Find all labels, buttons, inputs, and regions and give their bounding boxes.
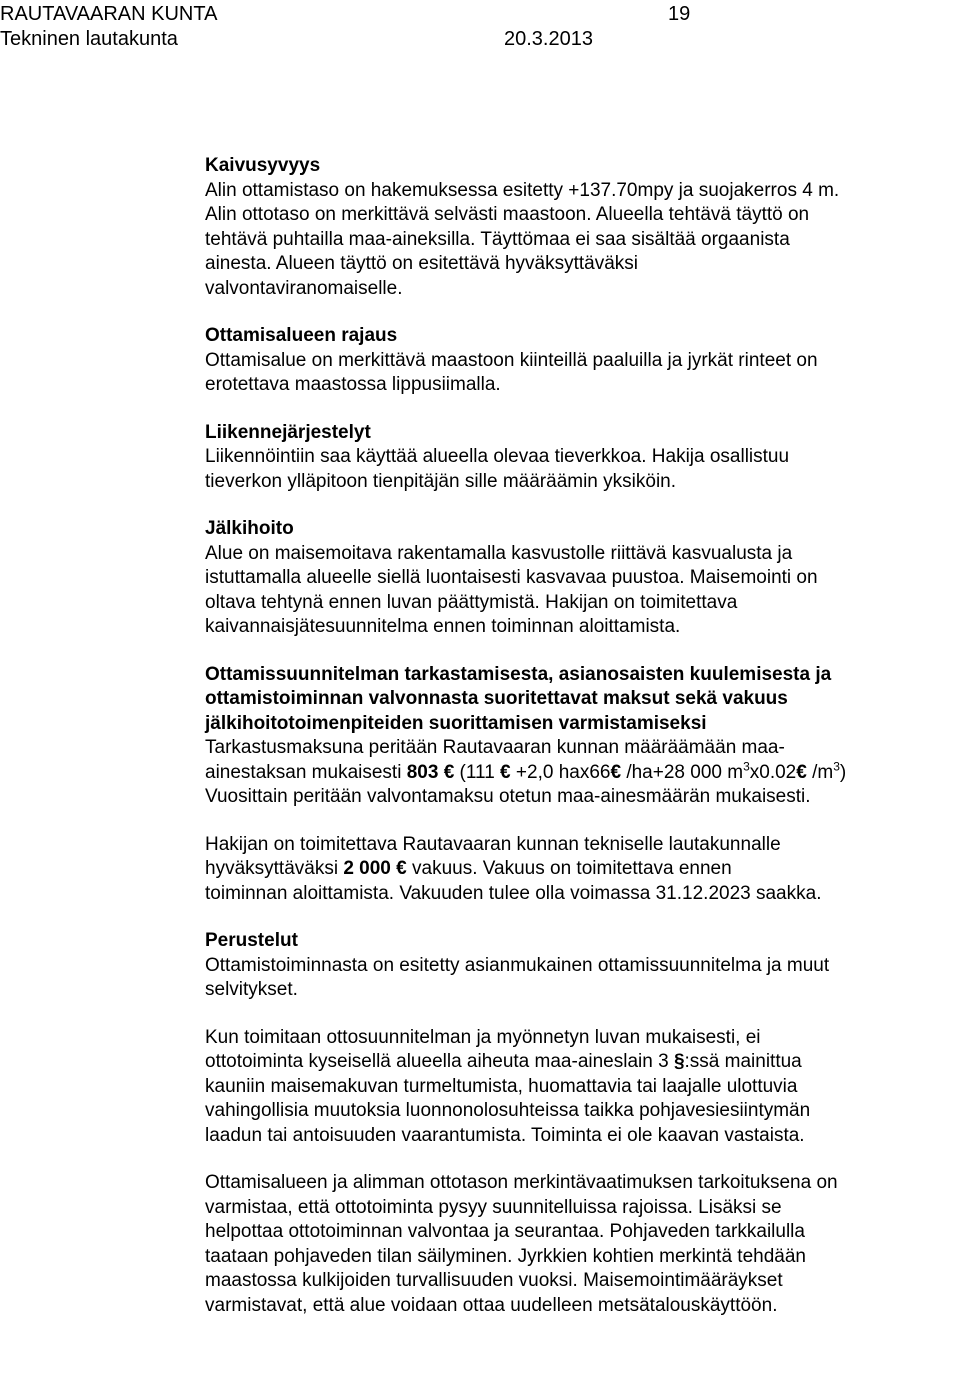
body-line: Ottamisalueen ja alimman ottotason merkintävaatimuksen tarkoituksena on	[205, 1172, 838, 1193]
body-line: Alue on maisemoitava rakentamalla kasvustolle riittävä kasvualusta ja	[205, 542, 793, 564]
section-rajaus	[205, 324, 955, 398]
section-kaivusyvyys	[205, 154, 955, 301]
body-line: Alin ottamistaso on hakemuksessa esitetty +137.70mpy ja suojakerros 4 m.	[205, 179, 840, 201]
euro-icon: €	[796, 761, 807, 783]
body-text: ottotoiminta kyseisellä alueella aiheuta maa-aineslain 3	[205, 1051, 674, 1072]
guarantee-amount: 2 000	[343, 858, 391, 879]
body-line: laadun tai antoisuuden vaarantumista. Toiminta ei ole kaavan vastaista.	[205, 1124, 805, 1146]
section-heading-line: Ottamissuunnitelman tarkastamisesta, asianosaisten kuulemisesta ja	[205, 663, 832, 685]
guarantee-text: hyväksyttäväksi	[205, 858, 344, 879]
section-kun-toimitaan	[205, 1026, 955, 1149]
body-line: taataan pohjaveden tilan säilyminen. Jyrkkien kohtien merkintä tehdään	[205, 1245, 806, 1267]
document-body	[205, 154, 955, 1341]
body-line: selvitykset.	[205, 979, 298, 1000]
meeting-date: 20.3.2013	[504, 28, 593, 50]
body-line: tehtävä puhtailla maa-aineksilla. Täyttömaa ei saa sisältää orgaanista	[205, 228, 790, 250]
committee-name: Tekninen lautakunta	[0, 28, 178, 50]
fee-amount: 803	[406, 761, 439, 783]
body-line: varmistavat, että alue voidaan ottaa uudelleen metsätalouskäyttöön.	[205, 1294, 778, 1316]
body-line: kaivannaisjätesuunnitelma ennen toiminnan aloittamista.	[205, 616, 681, 637]
fee-text: )	[839, 761, 847, 783]
guarantee-text: vakuus. Vakuus on toimitettava ennen	[406, 858, 732, 879]
superscript: 3	[833, 759, 840, 774]
section-heading-line: ottamistoiminnan valvonnasta suoritettavat maksut sekä vakuus	[205, 688, 788, 709]
body-line: Hakijan on toimitettava Rautavaaran kunnan tekniselle lautakunnalle	[205, 833, 781, 855]
euro-icon: €	[443, 761, 455, 783]
body-line: Liikennöintiin saa käyttää alueella olevaa tieverkkoa. Hakija osallistuu	[205, 446, 790, 467]
body-line: Tarkastusmaksuna peritään Rautavaaran kunnan määräämään maa-	[205, 737, 785, 758]
body-line: toiminnan aloittamista. Vakuuden tulee olla voimassa 31.12.2023 saakka.	[205, 882, 822, 904]
section-jalkihoito	[205, 517, 955, 640]
body-line: helpottaa ottotoiminnan valvontaa ja seurantaa. Pohjaveden tarkkailulla	[205, 1221, 805, 1242]
fee-text: ainestaksan mukaisesti	[205, 761, 407, 783]
section-merkinta	[205, 1171, 955, 1318]
body-line	[205, 1050, 955, 1075]
guarantee-line	[205, 857, 955, 882]
body-line: kauniin maisemakuvan turmeltumista, huomattavia tai laajalle ulottuvia	[205, 1075, 798, 1097]
body-line: Ottamistoiminnasta on esitetty asianmukainen ottamissuunnitelma ja muut	[205, 954, 830, 976]
body-line: ainesta. Alueen täyttö on esitettävä hyväksyttäväksi	[205, 253, 639, 274]
body-line: Vuosittain peritään valvontamaksu otetun maa-ainesmäärän mukaisesti.	[205, 786, 811, 807]
fee-text: x0.02	[749, 761, 797, 783]
section-heading: Liikennejärjestelyt	[205, 421, 371, 443]
municipality-name: RAUTAVAARAN KUNTA	[0, 3, 218, 25]
euro-icon: €	[610, 761, 622, 783]
body-line: vahingollisia muutoksia luonnonolosuhteissa taikka pohjavesiesiintymän	[205, 1100, 811, 1121]
euro-icon: €	[396, 858, 407, 879]
fee-text: /ha+28 000 m	[621, 761, 744, 783]
section-heading-line: jälkihoitotoimenpiteiden suorittamisen varmistamiseksi	[205, 712, 707, 734]
body-line: Kun toimitaan ottosuunnitelman ja myönnetyn luvan mukaisesti, ei	[205, 1026, 761, 1048]
section-sign-icon: §	[673, 1051, 685, 1072]
body-line: oltava tehtynä ennen luvan päättymistä. Hakijan on toimitettava	[205, 591, 738, 613]
section-liikenne	[205, 421, 955, 495]
body-text: :ssä mainittua	[684, 1051, 802, 1072]
body-line: erotettava maastossa lippusiimalla.	[205, 374, 501, 395]
section-vakuus	[205, 833, 955, 907]
body-line: valvontaviranomaiselle.	[205, 277, 403, 299]
section-heading: Ottamisalueen rajaus	[205, 325, 398, 346]
fee-formula-line	[205, 761, 955, 786]
fee-text: /m	[806, 761, 834, 783]
page-number: 19	[668, 3, 691, 25]
section-heading: Perustelut	[205, 930, 298, 951]
section-heading: Jälkihoito	[205, 518, 294, 539]
fee-text: +2,0 hax66	[510, 761, 611, 783]
section-heading: Kaivusyvyys	[205, 155, 321, 176]
superscript: 3	[743, 759, 750, 774]
section-maksut	[205, 663, 955, 810]
section-perustelut	[205, 929, 955, 1003]
body-line: Ottamisalue on merkittävä maastoon kiinteillä paaluilla ja jyrkät rinteet on	[205, 349, 818, 371]
body-line: istuttamalla alueelle siellä luontaisesti kasvavaa puustoa. Maisemointi on	[205, 567, 818, 588]
euro-icon: €	[500, 761, 511, 783]
body-line: Alin ottotaso on merkittävä selvästi maastoon. Alueella tehtävä täyttö on	[205, 204, 810, 225]
body-line: varmistaa, että ottotoiminta pysyy suunnitelluissa rajoissa. Lisäksi se	[205, 1196, 782, 1218]
body-line: tieverkon ylläpitoon tienpitäjän sille määräämin yksiköin.	[205, 470, 677, 492]
fee-text: (111	[454, 761, 501, 783]
body-line: maastossa kulkijoiden turvallisuuden vuoksi. Maisemointimääräykset	[205, 1270, 783, 1291]
